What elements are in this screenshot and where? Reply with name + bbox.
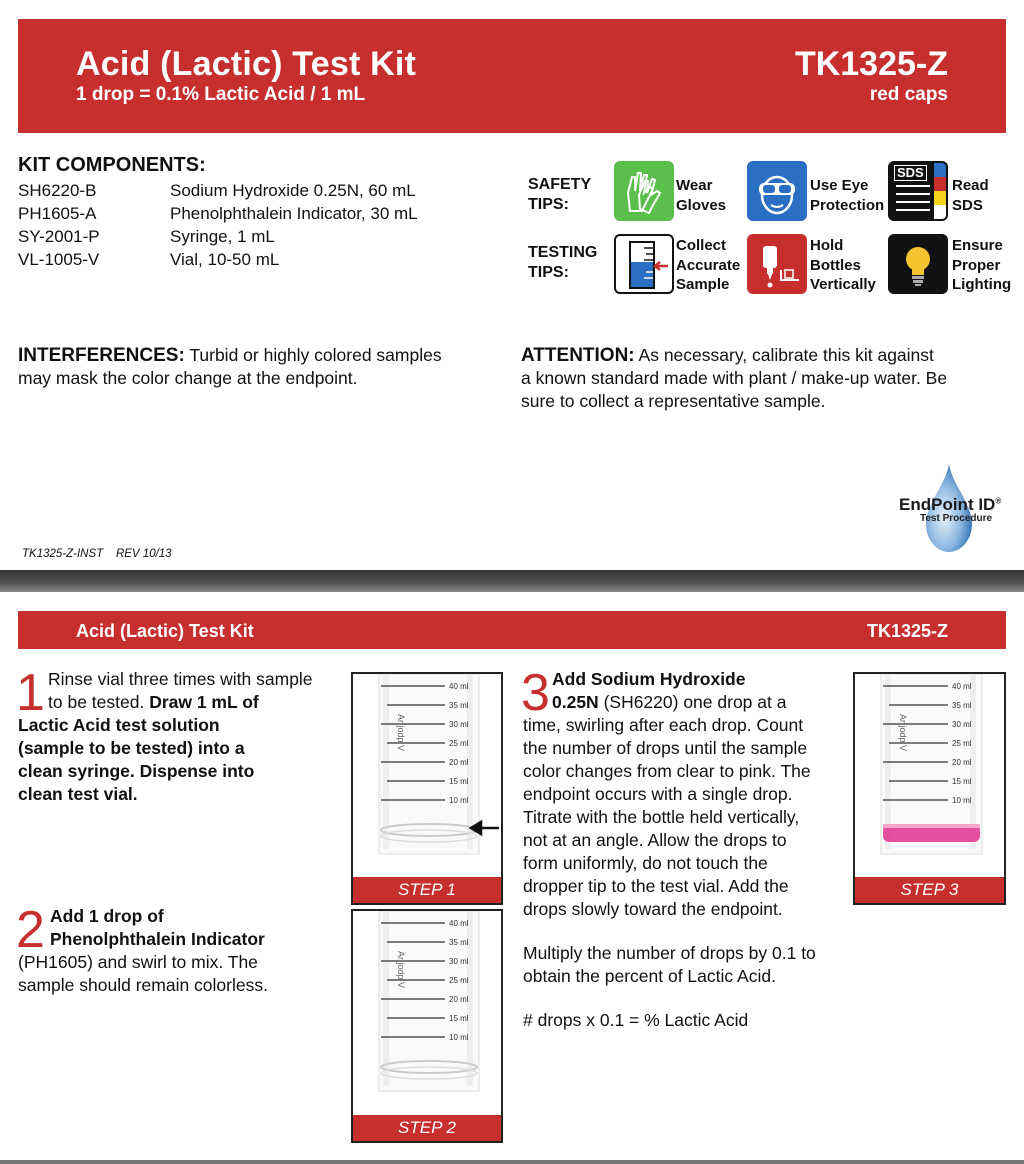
vial-image xyxy=(353,911,501,1115)
scale-label: 10 ml xyxy=(449,796,469,805)
component-code: SY-2001-P xyxy=(18,227,100,246)
step-1-text xyxy=(16,664,348,806)
revision: REV 10/13 xyxy=(115,548,172,560)
icon-label-line: Gloves xyxy=(676,196,727,214)
logo-name: EndPoint ID xyxy=(899,495,996,514)
scale-label: 20 ml xyxy=(952,758,972,767)
step-number: 2 xyxy=(16,901,45,959)
step-line: Add 1 drop of xyxy=(50,906,164,926)
scale-label: 40 ml xyxy=(449,682,469,691)
step-line: endpoint occurs with a single drop. xyxy=(523,784,793,804)
vial-image xyxy=(855,674,1004,877)
measuring-cylinder-icon xyxy=(614,234,674,294)
attention-text: a known standard made with plant / make-up water. Be xyxy=(521,368,948,388)
scale-label: 10 ml xyxy=(449,1033,469,1042)
kit-code: TK1325-Z xyxy=(794,45,948,83)
scale-label: 30 ml xyxy=(449,720,469,729)
step-caption: STEP 1 xyxy=(353,877,501,903)
step-line-bold: Draw 1 mL of xyxy=(149,692,259,712)
component-row xyxy=(18,250,279,270)
component-code: SH6220-B xyxy=(18,181,97,200)
formula: # drops x 0.1 = % Lactic Acid xyxy=(523,1010,749,1030)
step-line: clean test vial. xyxy=(18,784,138,804)
step-line: clean syringe. Dispense into xyxy=(18,761,255,781)
interferences-block xyxy=(18,344,498,390)
step-line: time, swirling after each drop. Count xyxy=(523,715,804,735)
attention-block xyxy=(521,344,1011,413)
scale-label: 40 ml xyxy=(449,919,469,928)
step-line: (PH1605) and swirl to mix. The xyxy=(18,952,258,972)
step-line: (SH6220) one drop at a xyxy=(598,692,787,712)
component-desc: Vial, 10-50 mL xyxy=(170,250,280,269)
component-code: PH1605-A xyxy=(18,204,97,223)
revision-line xyxy=(22,548,172,560)
step-line: Rinse vial three times with sample xyxy=(48,669,313,689)
step-line: Titrate with the bottle held vertically, xyxy=(523,807,800,827)
icon-label-line: Sample xyxy=(676,276,730,293)
step-number: 1 xyxy=(16,664,45,722)
scale-label: 25 ml xyxy=(952,739,972,748)
gloves-icon xyxy=(614,161,674,221)
safety-icon-label xyxy=(810,176,884,215)
page2-code: TK1325-Z xyxy=(866,621,948,641)
step-1-photo xyxy=(351,672,503,905)
interferences-label: INTERFERENCES: xyxy=(18,345,185,366)
component-desc: Phenolphthalein Indicator, 30 mL xyxy=(170,204,418,223)
icon-label-line: Ensure xyxy=(952,237,1003,254)
sds-icon xyxy=(888,161,948,221)
svg-text:Ar jodp V: Ar jodp V xyxy=(396,951,406,989)
scale-label: 10 ml xyxy=(952,796,972,805)
step-line: dropper tip to the test vial. Add the xyxy=(523,876,789,896)
safety-label-line: SAFETY xyxy=(528,176,592,193)
page2-title: Acid (Lactic) Test Kit xyxy=(76,621,254,641)
step-line: not at an angle. Allow the drops to xyxy=(523,830,787,850)
icon-label-line: Protection xyxy=(810,196,885,214)
bottom-border xyxy=(0,1160,1024,1164)
scale-label: 35 ml xyxy=(952,701,972,710)
kit-subtitle: 1 drop = 0.1% Lactic Acid / 1 mL xyxy=(76,84,366,105)
kit-title: Acid (Lactic) Test Kit xyxy=(76,45,417,83)
page-separator xyxy=(0,570,1024,592)
step-line: to be tested. xyxy=(48,692,150,712)
icon-label-line: Hold xyxy=(810,237,844,254)
step-2-text xyxy=(16,901,348,997)
step-line: (sample to be tested) into a xyxy=(18,738,245,758)
step-line-bold: 0.25N xyxy=(552,692,599,712)
step-line: Add Sodium Hydroxide xyxy=(552,669,746,689)
step-3-text xyxy=(521,664,853,1032)
icon-label-line: Bottles xyxy=(810,256,861,274)
step-line: obtain the percent of Lactic Acid. xyxy=(523,966,776,986)
safety-icon-label xyxy=(676,176,726,215)
icon-label-line: Use Eye xyxy=(810,177,869,194)
component-row xyxy=(18,181,416,201)
component-row xyxy=(18,204,418,224)
icon-label-line: Lighting xyxy=(952,276,1012,293)
safety-label-line: TIPS: xyxy=(528,196,569,213)
scale-label: 35 ml xyxy=(449,701,469,710)
svg-text:Ar jodp V: Ar jodp V xyxy=(396,714,406,752)
icon-label-line: Accurate xyxy=(676,256,741,274)
testing-tips-label xyxy=(528,243,597,283)
icon-label-line: Read xyxy=(952,177,989,194)
step-line: sample should remain colorless. xyxy=(18,975,268,995)
step-line: drops slowly toward the endpoint. xyxy=(523,899,783,919)
icon-label-line: Proper xyxy=(952,256,1001,274)
sds-badge: SDS xyxy=(894,165,927,181)
scale-label: 40 ml xyxy=(952,682,972,691)
testing-icon-label xyxy=(676,236,740,295)
scale-label: 35 ml xyxy=(449,938,469,947)
scale-label: 15 ml xyxy=(952,777,972,786)
safety-tips-label xyxy=(528,175,591,215)
scale-label: 20 ml xyxy=(449,995,469,1004)
step-caption: STEP 2 xyxy=(353,1115,501,1141)
bottle-vertical-icon xyxy=(747,234,807,294)
step-3-photo xyxy=(853,672,1006,905)
testing-icon-label xyxy=(952,236,1011,295)
eye-protection-icon xyxy=(747,161,807,221)
scale-label: 25 ml xyxy=(449,739,469,748)
testing-label-line: TIPS: xyxy=(528,264,569,281)
step-line: the number of drops until the sample xyxy=(523,738,808,758)
icon-label-line: Wear xyxy=(676,177,713,194)
step-line: Phenolphthalein Indicator xyxy=(50,929,265,949)
endpoint-id-logo xyxy=(898,462,1008,554)
scale-label: 25 ml xyxy=(449,976,469,985)
interferences-text: Turbid or highly colored samples xyxy=(184,345,442,365)
kit-caps: red caps xyxy=(869,84,948,105)
step-number: 3 xyxy=(521,664,550,722)
scale-label: 20 ml xyxy=(449,758,469,767)
step-caption: STEP 3 xyxy=(855,877,1004,903)
svg-text:Ar jodp V: Ar jodp V xyxy=(898,714,908,752)
step-2-photo xyxy=(351,909,503,1143)
logo-sub: Test Procedure xyxy=(920,513,993,524)
attention-text: As necessary, calibrate this kit against xyxy=(634,345,934,365)
vial-image xyxy=(353,674,501,877)
testing-label-line: TESTING xyxy=(528,244,598,261)
icon-label-line: Collect xyxy=(676,237,727,254)
scale-label: 30 ml xyxy=(952,720,972,729)
component-row xyxy=(18,227,275,247)
attention-label: ATTENTION: xyxy=(521,345,635,366)
logo-mark: ® xyxy=(995,496,1002,506)
component-code: VL-1005-V xyxy=(18,250,100,269)
component-desc: Sodium Hydroxide 0.25N, 60 mL xyxy=(170,181,416,200)
interferences-text: may mask the color change at the endpoint. xyxy=(18,368,358,388)
attention-text: sure to collect a representative sample. xyxy=(521,391,826,411)
icon-label-line: Vertically xyxy=(810,276,876,293)
scale-label: 15 ml xyxy=(449,777,469,786)
step-line: Multiply the number of drops by 0.1 to xyxy=(523,943,816,963)
safety-icon-label xyxy=(952,176,989,215)
light-bulb-icon xyxy=(888,234,948,294)
icon-label-line: SDS xyxy=(952,196,983,214)
kit-components-title: KIT COMPONENTS: xyxy=(18,154,206,176)
scale-label: 30 ml xyxy=(449,957,469,966)
testing-icon-label xyxy=(810,236,876,295)
step-line: color changes from clear to pink. The xyxy=(523,761,811,781)
doc-code: TK1325-Z-INST xyxy=(22,548,104,560)
component-desc: Syringe, 1 mL xyxy=(170,227,275,246)
step-line: Lactic Acid test solution xyxy=(18,715,220,735)
step-line: form uniformly, do not touch the xyxy=(523,853,768,873)
scale-label: 15 ml xyxy=(449,1014,469,1023)
